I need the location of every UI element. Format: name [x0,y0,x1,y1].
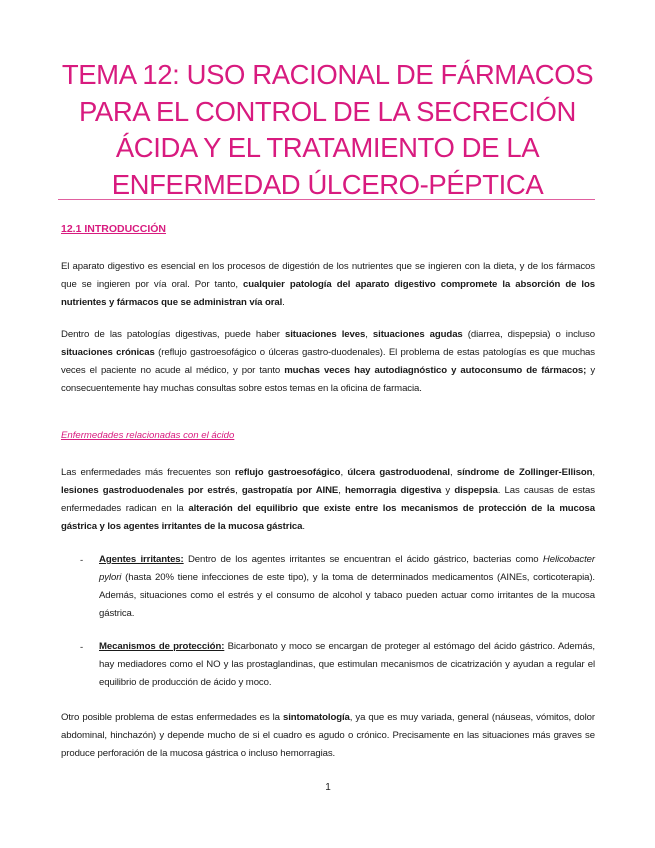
bullet-label: Mecanismos de protección: [99,641,225,652]
text-run: (reflujo gastroesofágico o úlceras gastro-duodenales). El problema de estas patologías es que muchas veces el paciente no acude al médico, y por tanto [61,347,595,376]
bold-run: muchas veces hay autodiagnóstico y autoconsumo de fármacos; [284,365,587,376]
bold-run: hemorragia digestiva [345,485,442,496]
text-run: y consecuentemente hay muchas consultas sobre estos temas en la oficina de farmacia. [61,365,596,394]
bold-run: alteración del equilibrio que existe entre los mecanismos de protección de la mucosa gástrica y los agentes irritantes de la mucosa gástrica [61,503,595,532]
text-run: , [365,329,373,340]
text-run: Dentro de los agentes irritantes se encuentran el ácido gástrico, bacterias como [183,554,543,565]
section-heading: 12.1 INTRODUCCIÓN [61,223,167,235]
text-run: . [282,297,285,308]
bold-run: sintomatología [282,712,350,723]
page-title: TEMA 12: USO RACIONAL DE FÁRMACOS PARA EL CONTROL DE LA SECRECIÓN ÁCIDA Y EL TRATAMIENTO DE LA ENFERMEDAD ÚLCERO-PÉPTICA [61,59,594,200]
bold-run: úlcera gastroduodenal [347,467,450,478]
bold-run: reflujo gastroesofágico [234,467,341,478]
text-run: (hasta 20% tiene infecciones de este tipo), y la toma de determinados medicamentos (AINEs, corticoterapia). Además, situaciones como el estrés y el consumo de alcohol y tabaco pueden actuar como irritantes de la mucosa gástrica. [99,572,595,619]
text-run: , [235,485,242,496]
bold-run: situaciones leves [284,329,366,340]
text-run: , [340,467,348,478]
text-run: Otro posible problema de estas enfermedades es la [61,712,283,723]
italic-run: Helicobacter pylori [99,554,595,583]
bullet-irritant-agents [99,551,595,623]
text-run: Dentro de las patologías digestivas, puede haber [61,329,285,340]
bold-run: gastropatía por AINE [241,485,339,496]
bullet-label: Agentes irritantes: [99,554,184,565]
text-run: , [449,467,457,478]
bullet-marker: - [80,555,84,566]
text-run: . Las causas de estas enfermedades radican en la [61,485,595,514]
bold-run: lesiones gastroduodenales por estrés [61,485,236,496]
subsection-heading: Enfermedades relacionadas con el ácido [61,430,235,441]
text-run: . [302,521,305,532]
text-run: , [338,485,346,496]
text-run: y [441,485,455,496]
text-run: , [592,467,595,478]
bold-run: dispepsia [454,485,498,496]
text-run: Las enfermedades más frecuentes son [61,467,235,478]
diseases-paragraph [61,464,595,536]
text-run: , ya que es muy variada, general (náuseas, vómitos, dolor abdominal, hinchazón) y depende mucho de si el cuadro es agudo o crónico. Precisamente en las situaciones más graves se produce perforación de la mucosa gástrica o incluso hemorragias. [61,712,595,759]
text-run: (diarrea, dispepsia) o incluso [462,329,595,340]
text-run: Bicarbonato y moco se encargan de proteger al estómago del ácido gástrico. Además, hay mediadores como el NO y las prostaglandinas, que estimulan mecanismos de cicatrización y ayudan a regular el equilibrio de producción de ácido y moco. [99,641,595,688]
bold-run: síndrome de Zollinger-Ellison [456,467,593,478]
bullet-protection-mechanisms [99,638,595,692]
pathologies-paragraph [61,326,595,398]
bold-run: cualquier patología del aparato digestivo compromete la absorción de los nutrientes y fármacos que se administran vía oral [61,279,595,308]
intro-paragraph [61,258,595,312]
text-run: El aparato digestivo es esencial en los procesos de digestión de los nutrientes que se ingieren con la dieta, y de los fármacos que se ingieren por vía oral. Por tanto, [61,261,595,290]
page-number: 1 [325,782,331,793]
title-divider [58,199,595,200]
bullet-marker: - [80,642,84,653]
symptoms-paragraph [61,709,595,763]
bold-run: situaciones crónicas [61,347,155,358]
bold-run: situaciones agudas [372,329,463,340]
